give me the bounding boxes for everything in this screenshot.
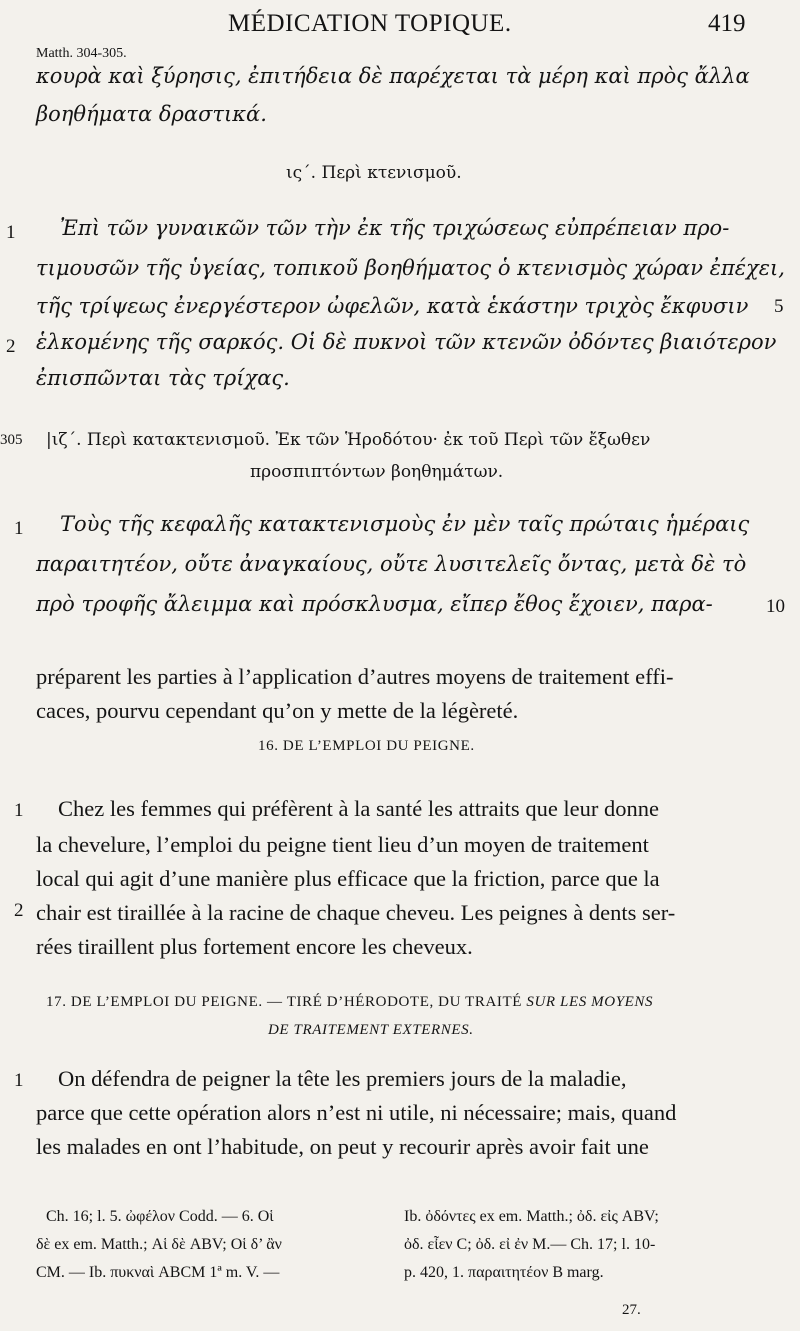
greek-line: Ἐπὶ τῶν γυναικῶν τῶν τὴν ἐκ τῆς τριχώσεως εὐπρέπειαν προ-: [60, 216, 730, 240]
margin-number: 1: [14, 800, 24, 821]
greek-line: Τοὺς τῆς κεφαλῆς κατακτενισμοὺς ἐν μὲν ταῖς πρώταις ἡμέραις: [60, 512, 750, 536]
french-line: chair est tiraillée à la racine de chaque cheveu. Les peignes à dents ser-: [36, 900, 676, 925]
french-line: préparent les parties à l’application d’autres moyens de traitement effi-: [36, 664, 674, 689]
greek-line: κουρὰ καὶ ξύρησις, ἐπιτήδεια δὲ παρέχεται τὰ μέρη καὶ πρὸς ἄλλα: [36, 64, 750, 88]
greek-heading-16: ις΄. Περὶ κτενισμοῦ.: [286, 163, 462, 183]
greek-line: τῆς τρίψεως ἐνεργέστερον ὠφελῶν, κατὰ ἑκάστην τριχὸς ἔκφυσιν: [36, 294, 749, 318]
french-line: les malades en ont l’habitude, on peut y recourir après avoir fait une: [36, 1134, 649, 1159]
french-heading-17-italic: SUR LES MOYENS: [526, 994, 654, 1010]
french-heading-17-part: 17. DE L’EMPLOI DU PEIGNE. — TIRÉ D’HÉRODOTE, DU TRAITÉ: [46, 994, 527, 1010]
margin-number: 2: [14, 900, 24, 921]
reference-note: Matth. 304-305.: [36, 46, 127, 61]
greek-line: ἑλκομένης τῆς σαρκός. Οἱ δὲ πυκνοὶ τῶν κτενῶν ὀδόντες βιαιότερον: [36, 330, 777, 354]
footnote-left-line: δὲ ex em. Matth.; Αἱ δὲ ABV; Οἱ δ’ ἂν: [36, 1236, 282, 1253]
french-line: local qui agit d’une manière plus efficace que la friction, parce que la: [36, 866, 660, 891]
margin-number: 2: [6, 336, 16, 357]
greek-line: τιμουσῶν τῆς ὑγείας, τοπικοῦ βοηθήματος ὁ κτενισμὸς χώραν ἐπέχει,: [36, 256, 785, 280]
french-line: parce que cette opération alors n’est ni utile, ni nécessaire; mais, quand: [36, 1100, 677, 1125]
greek-line: ἐπισπῶνται τὰς τρίχας.: [36, 366, 290, 390]
greek-line: βοηθήματα δραστικά.: [36, 102, 267, 126]
french-heading-16: 16. DE L’EMPLOI DU PEIGNE.: [258, 738, 475, 754]
french-line: rées tiraillent plus fortement encore les cheveux.: [36, 934, 473, 959]
signature-mark: 27.: [622, 1302, 641, 1318]
french-line: caces, pourvu cependant qu’on y mette de la légèreté.: [36, 698, 519, 723]
margin-number: 1: [14, 1070, 24, 1091]
footnote-right-line: Ib. ὀδόντες ex em. Matth.; ὀδ. εἰς ABV;: [404, 1208, 659, 1225]
greek-line: πρὸ τροφῆς ἄλειμμα καὶ πρόσκλυσμα, εἴπερ ἔθος ἔχοιεν, παρα-: [36, 592, 713, 616]
greek-heading-17: |ιζ΄. Περὶ κατακτενισμοῦ. Ἐκ τῶν Ἡροδότου· ἐκ τοῦ Περὶ τῶν ἔξωθεν: [46, 430, 651, 450]
running-title: MÉDICATION TOPIQUE.: [228, 10, 512, 37]
margin-number: 305: [0, 432, 23, 448]
margin-number: 10: [766, 596, 785, 617]
page-number: 419: [708, 10, 746, 37]
greek-line: παραιτητέον, οὔτε ἀναγκαίους, οὔτε λυσιτελεῖς ὄντας, μετὰ δὲ τὸ: [36, 552, 747, 576]
greek-heading-17-line2: προσπιπτόντων βοηθημάτων.: [250, 462, 504, 482]
margin-number: 5: [774, 296, 784, 317]
french-line: la chevelure, l’emploi du peigne tient lieu d’un moyen de traitement: [36, 832, 649, 857]
margin-number: 1: [6, 222, 16, 243]
french-line: Chez les femmes qui préfèrent à la santé les attraits que leur donne: [58, 796, 660, 821]
greek-heading-17-line1: ιζ΄. Περὶ κατακτενισμοῦ. Ἐκ τῶν Ἡροδότου· ἐκ τοῦ Περὶ τῶν ἔξωθεν: [51, 430, 651, 450]
footnote-left-line: CM. — Ib. πυκναὶ ABCM 1ª m. V. —: [36, 1264, 280, 1281]
footnote-right-line: ὀδ. εἶεν C; ὀδ. εἰ ἐν M.— Ch. 17; l. 10-: [404, 1236, 656, 1253]
margin-number: 1: [14, 518, 24, 539]
french-heading-17-line2: DE TRAITEMENT EXTERNES.: [268, 1022, 474, 1038]
footnote-left-line: Ch. 16; l. 5. ὠφέλον Codd. — 6. Οἱ: [46, 1208, 274, 1225]
french-heading-17: [46, 994, 653, 1011]
french-line: On défendra de peigner la tête les premiers jours de la maladie,: [58, 1066, 627, 1091]
footnote-right-line: p. 420, 1. παραιτητέον B marg.: [404, 1264, 604, 1281]
